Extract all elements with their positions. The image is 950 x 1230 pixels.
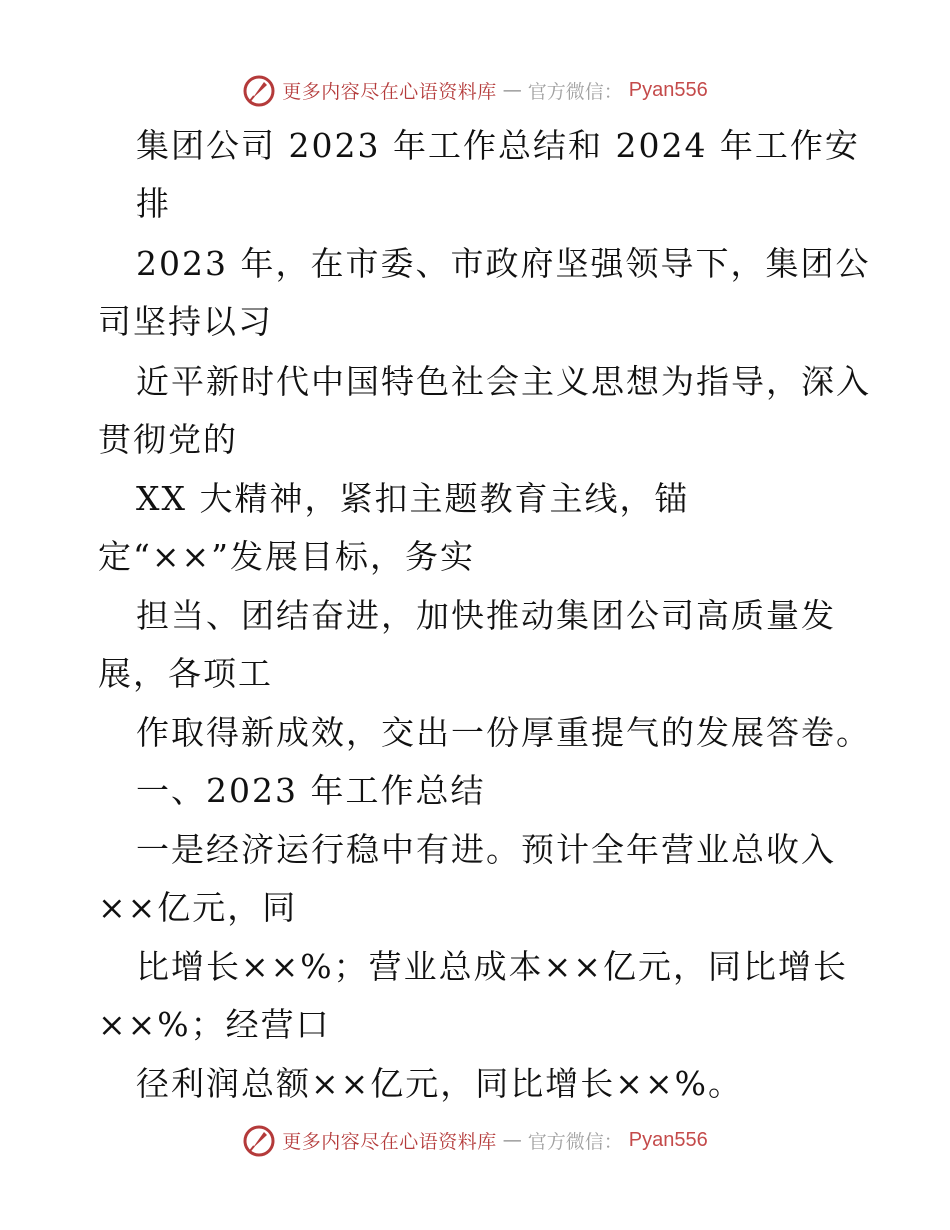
header-banner [0,68,950,112]
doc-paragraph-line: 定“××”发展目标，务实 [98,537,476,576]
doc-paragraph-line: 一是经济运行稳中有进。预计全年营业总收入 [136,830,836,869]
doc-paragraph-line: 比增长××%；营业总成本××亿元，同比增长 [136,947,848,986]
doc-paragraph-line: 近平新时代中国特色社会主义思想为指导，深入 [136,362,871,401]
banner-content [242,73,708,107]
banner-brand-text: 更多内容尽在心语资料库 [282,80,497,103]
footer-banner [0,1118,950,1162]
banner-wechat-label: 官方微信： [527,80,623,103]
banner-brand-text: 更多内容尽在心语资料库 [282,1130,497,1153]
feather-pen-logo-icon [242,1123,276,1157]
doc-paragraph-line: 贯彻党的 [98,420,238,459]
banner-separator: — [502,79,522,101]
doc-paragraph-line: 2023 年，在市委、市政府坚强领导下，集团公 [136,244,871,283]
doc-paragraph-line: 作取得新成效，交出一份厚重提气的发展答卷。 [136,713,871,752]
feather-pen-logo-icon [242,73,276,107]
doc-paragraph-line: 径利润总额××亿元，同比增长××%。 [136,1064,743,1103]
doc-paragraph-line: ××%；经营口 [98,1005,331,1044]
section-heading: 一、2023 年工作总结 [136,771,486,810]
doc-paragraph-line: 展，各项工 [98,654,273,693]
doc-paragraph-line: XX 大精神，紧扣主题教育主线，锚 [136,479,690,518]
doc-title-line-2: 排 [136,184,171,223]
banner-content [242,1123,708,1157]
doc-paragraph-line: ××亿元，同 [98,888,298,927]
banner-separator: — [502,1129,522,1151]
banner-wechat-id: Pyan556 [628,78,708,101]
banner-wechat-id: Pyan556 [628,1128,708,1151]
doc-paragraph-line: 司坚持以习 [98,302,273,341]
banner-wechat-label: 官方微信： [527,1130,623,1153]
doc-title-line-1: 集团公司 2023 年工作总结和 2024 年工作安 [136,126,860,165]
doc-paragraph-line: 担当、团结奋进，加快推动集团公司高质量发 [136,596,836,635]
